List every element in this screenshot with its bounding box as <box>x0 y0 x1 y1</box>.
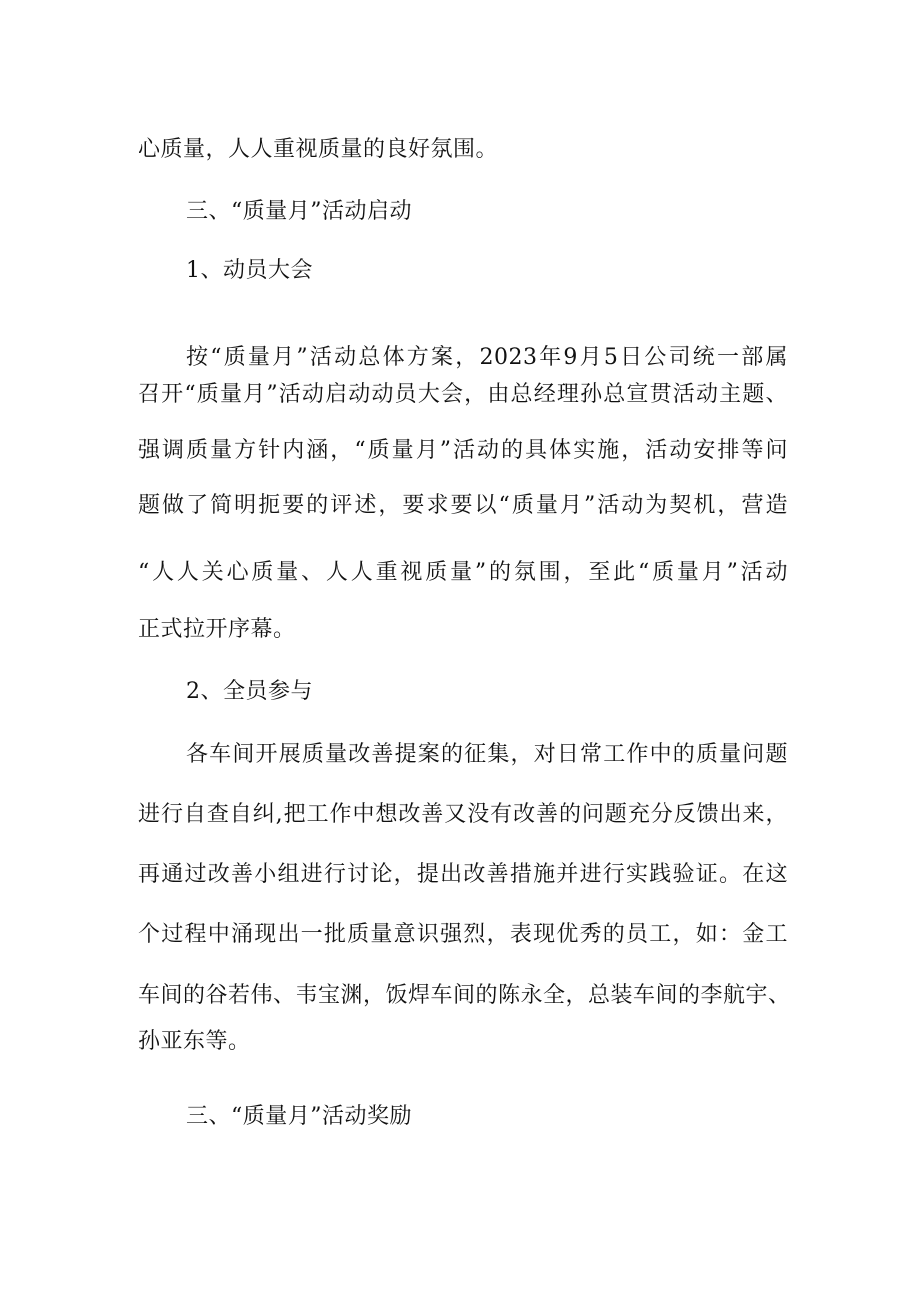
body-line: 召开“质量月”活动启动动员大会，由总经理孙总宣贯活动主题、 <box>138 382 788 407</box>
body-line: 车间的谷若伟、韦宝渊，饭焊车间的陈永全，总装车间的李航宇、 <box>138 983 791 1008</box>
body-line: 正式拉开序幕。 <box>138 617 296 642</box>
body-line: “人人关心质量、人人重视质量”的氛围，至此“质量月”活动 <box>138 560 788 585</box>
body-line: 个过程中涌现出一批质量意识强烈，表现优秀的员工，如：金工 <box>138 922 788 947</box>
body-line: 按“质量月”活动总体方案，2023年9月5日公司统一部属 <box>186 345 788 370</box>
body-line: 各车间开展质量改善提案的征集，对日常工作中的质量问题 <box>186 742 788 767</box>
body-line: 孙亚东等。 <box>138 1029 251 1054</box>
body-line: 进行自查自纠,把工作中想改善又没有改善的问题充分反馈出来， <box>138 802 788 827</box>
body-line: 心质量，人人重视质量的良好氛围。 <box>138 137 499 162</box>
section-heading-rewards: 三、“质量月”活动奖励 <box>186 1104 412 1129</box>
body-line: 再通过改善小组进行讨论，提出改善措施并进行实践验证。在这 <box>138 862 788 887</box>
subsection-heading-participation: 2、全员参与 <box>186 679 313 704</box>
subsection-heading-mobilization: 1、动员大会 <box>186 258 313 283</box>
section-heading-launch: 三、“质量月”活动启动 <box>186 199 412 224</box>
body-line: 题做了简明扼要的评述，要求要以“质量月”活动为契机，营造 <box>138 493 788 518</box>
body-line: 强调质量方针内涵，“质量月”活动的具体实施，活动安排等问 <box>138 438 788 463</box>
